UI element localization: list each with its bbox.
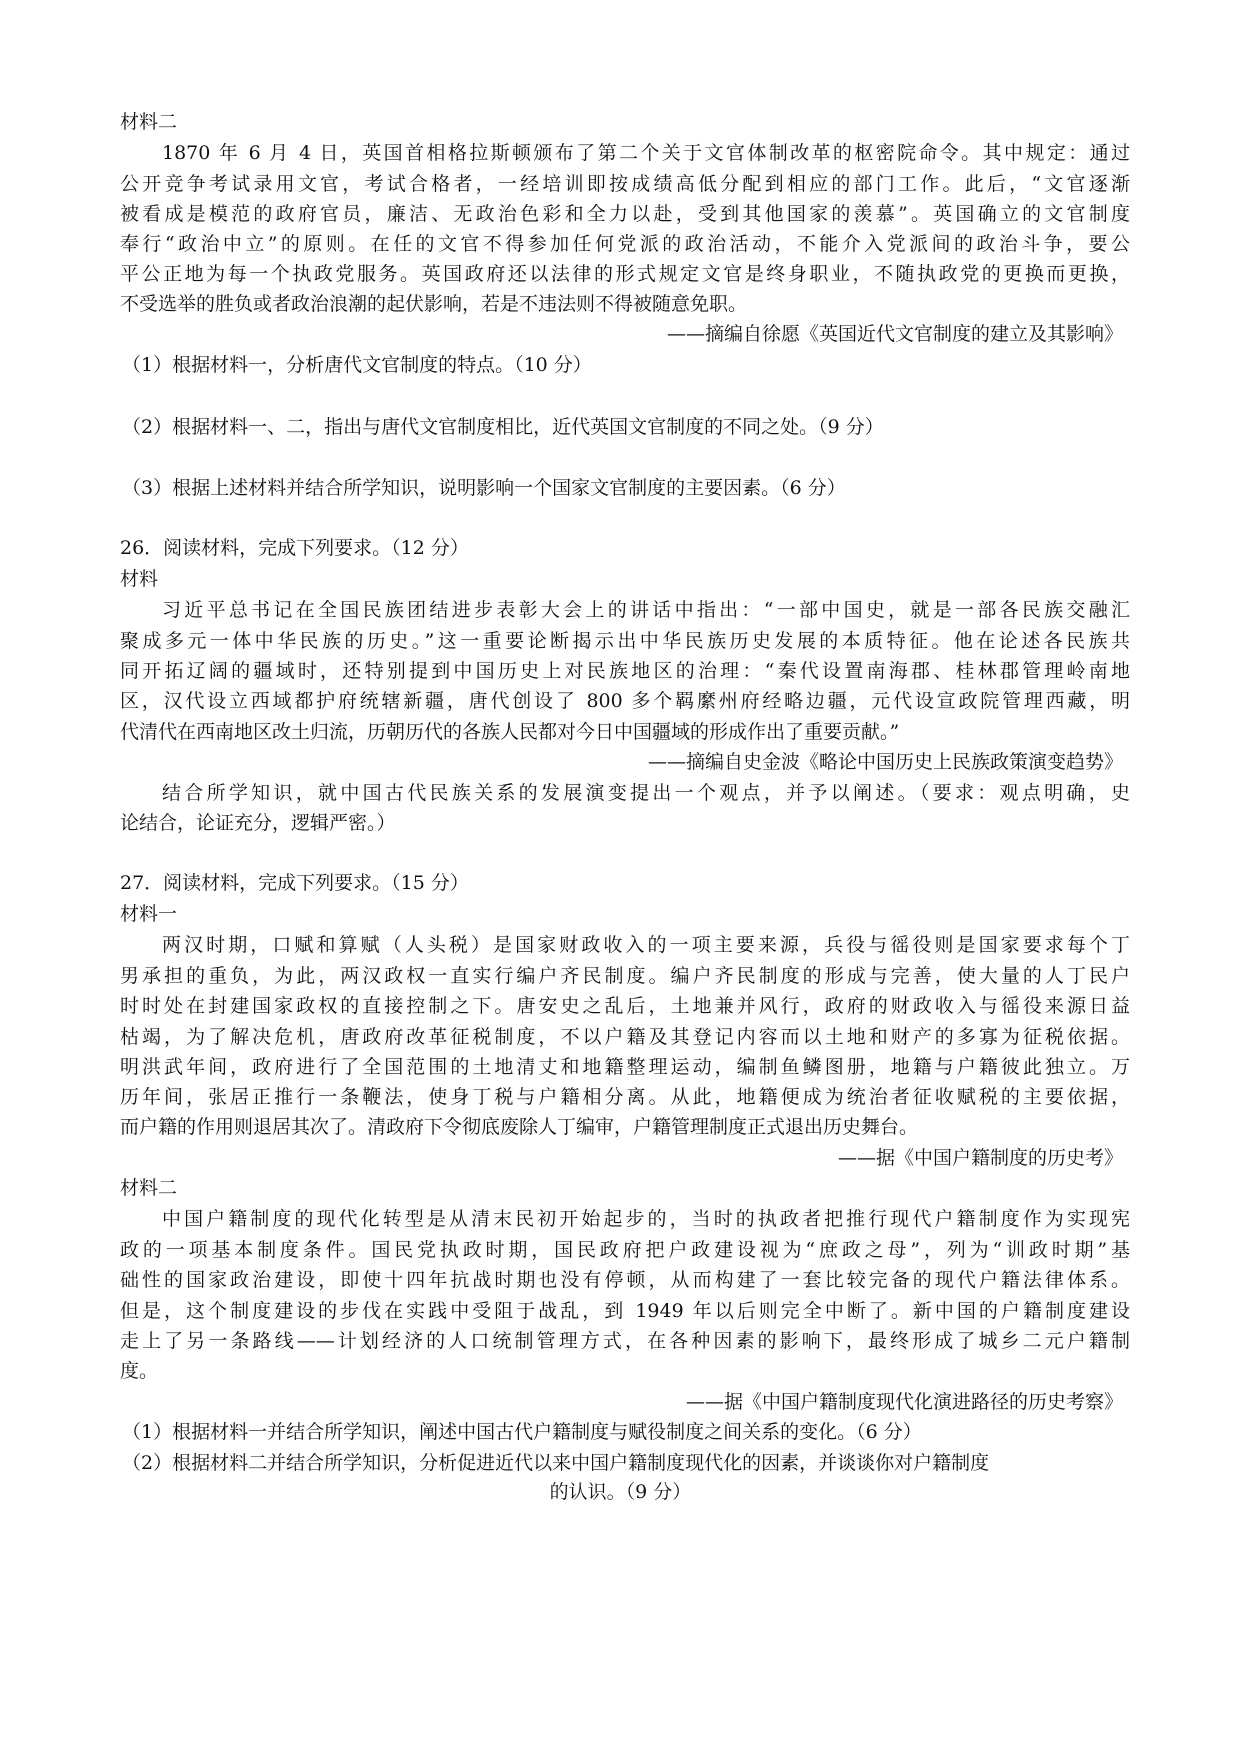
question-item: （3）根据上述材料并结合所学知识，说明影响一个国家文官制度的主要因素。（6 分） [122,477,846,499]
material-text-line: 历年间，张居正推行一条鞭法，使身丁税与户籍相分离。从此，地籍便成为统治者征收赋税的主要依据， [120,1086,1130,1108]
material-heading: 材料一 [120,903,178,925]
material-heading: 材料二 [120,111,178,133]
material-text-line: 中国户籍制度的现代化转型是从清末民初开始起步的，当时的执政者把推行现代户籍制度作为实现宪 [162,1208,1130,1230]
material-text-line: 区，汉代设立西域都护府统辖新疆，唐代创设了 800 多个羁縻州府经略边疆，元代设宣政院管理西藏，明 [120,690,1130,712]
material-source: ——摘编自史金波《略论中国历史上民族政策演变趋势》 [647,751,1123,773]
material-heading: 材料 [120,568,159,590]
material-text-line: 走上了另一条路线——计划经济的人口统制管理方式，在各种因素的影响下，最终形成了城乡二元户籍制 [120,1330,1130,1352]
material-text-line: 聚成多元一体中华民族的历史。”这一重要论断揭示出中华民族历史发展的本质特征。他在论述各民族共 [120,630,1130,652]
material-text-line: 习近平总书记在全国民族团结进步表彰大会上的讲话中指出：“一部中国史，就是一部各民族交融汇 [162,599,1130,621]
material-text-line: 同开拓辽阔的疆域时，还特别提到中国历史上对民族地区的治理：“秦代设置南海郡、桂林郡管理岭南地 [120,660,1130,682]
material-text-line: 不受选举的胜负或者政治浪潮的起伏影响，若是不违法则不得被随意免职。 [120,293,748,315]
material-text-line: 础性的国家政治建设，即使十四年抗战时期也没有停顿，从而构建了一套比较完备的现代户籍法律体系。 [120,1269,1130,1291]
question-item: （1）根据材料一并结合所学知识，阐述中国古代户籍制度与赋役制度之间关系的变化。（6 分） [122,1421,922,1443]
material-text-line: 代清代在西南地区改土归流，历朝历代的各族人民都对今日中国疆域的形成作出了重要贡献。” [120,721,900,743]
task-text-line: 论结合，论证充分，逻辑严密。） [120,812,396,834]
material-text-line: 而户籍的作用则退居其次了。清政府下令彻底废除人丁编审，户籍管理制度正式退出历史舞台。 [120,1116,919,1138]
material-text-line: 政的一项基本制度条件。国民党执政时期，国民政府把户政建设视为“庶政之母”，列为“训政时期”基 [120,1239,1130,1261]
material-source: ——摘编自徐愿《英国近代文官制度的建立及其影响》 [666,323,1123,345]
material-heading: 材料二 [120,1177,178,1199]
task-text-line: 结合所学知识，就中国古代民族关系的发展演变提出一个观点，并予以阐述。（要求：观点明确，史 [162,782,1130,804]
question-item: （2）根据材料二并结合所学知识，分析促进近代以来中国户籍制度现代化的因素，并谈谈你对户籍制度 [122,1452,990,1474]
material-text-line: 奉行“政治中立”的原则。在任的文官不得参加任何党派的政治活动，不能介入党派间的政治斗争，要公 [120,233,1130,255]
material-text-line: 枯竭，为了解决危机，唐政府改革征税制度，不以户籍及其登记内容而以土地和财产的多寡为征税依据。 [120,1026,1130,1048]
material-text-line: 平公正地为每一个执政党服务。英国政府还以法律的形式规定文官是终身职业，不随执政党的更换而更换， [120,263,1130,285]
question-item: （2）根据材料一、二，指出与唐代文官制度相比，近代英国文官制度的不同之处。（9 分） [122,416,884,438]
question-item: （1）根据材料一，分析唐代文官制度的特点。（10 分） [122,354,592,376]
question-title: 27．阅读材料，完成下列要求。（15 分） [120,872,469,894]
material-text-line: 男承担的重负，为此，两汉政权一直实行编户齐民制度。编户齐民制度的形成与完善，使大量的人丁民户 [120,965,1130,987]
material-text-line: 时时处在封建国家政权的直接控制之下。唐安史之乱后，土地兼并风行，政府的财政收入与徭役来源日益 [120,995,1130,1017]
material-text-line: 被看成是模范的政府官员，廉洁、无政治色彩和全力以赴，受到其他国家的羡慕”。英国确立的文官制度 [120,203,1130,225]
material-source: ——据《中国户籍制度现代化演进路径的历史考察》 [685,1391,1123,1413]
material-text-line: 公开竞争考试录用文官，考试合格者，一经培训即按成绩高低分配到相应的部门工作。此后，“文官逐渐 [120,173,1130,195]
question-title: 26．阅读材料，完成下列要求。（12 分） [120,537,469,559]
question-item-continuation: 的认识。（9 分） [549,1481,692,1503]
material-text-line: 两汉时期，口赋和算赋（人头税）是国家财政收入的一项主要来源，兵役与徭役则是国家要求每个丁 [162,934,1130,956]
material-text-line: 1870 年 6 月 4 日，英国首相格拉斯顿颁布了第二个关于文官体制改革的枢密院命令。其中规定：通过 [162,142,1130,164]
material-text-line: 度。 [120,1360,159,1382]
material-text-line: 明洪武年间，政府进行了全国范围的土地清丈和地籍整理运动，编制鱼鳞图册，地籍与户籍彼此独立。万 [120,1056,1130,1078]
material-source: ——据《中国户籍制度的历史考》 [837,1147,1123,1169]
material-text-line: 但是，这个制度建设的步伐在实践中受阻于战乱，到 1949 年以后则完全中断了。新中国的户籍制度建设 [120,1300,1130,1322]
